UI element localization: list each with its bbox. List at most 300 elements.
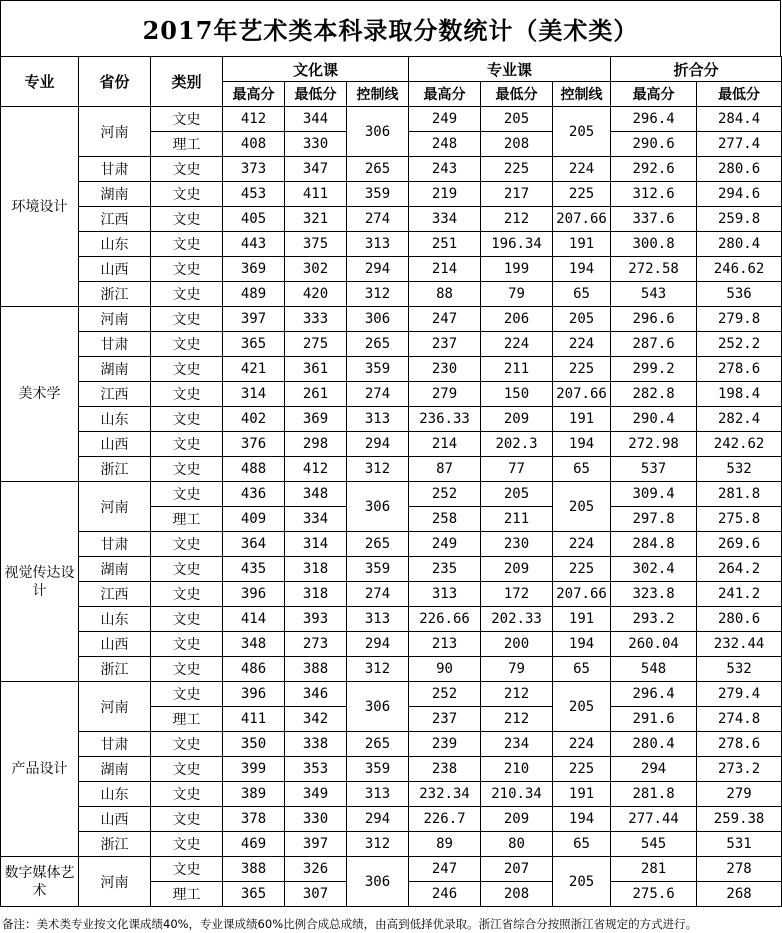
table-row bbox=[1, 657, 782, 682]
table-row bbox=[1, 732, 782, 757]
pro-max-cell: 88 bbox=[409, 282, 481, 307]
pro-min-cell: 210.34 bbox=[481, 782, 553, 807]
pro-min-cell: 80 bbox=[481, 832, 553, 857]
province-cell: 浙江 bbox=[79, 282, 151, 307]
culture-max-cell: 389 bbox=[223, 782, 285, 807]
major-name: 美术学 bbox=[1, 307, 79, 482]
culture-control-cell: 312 bbox=[347, 457, 409, 482]
table-row bbox=[1, 182, 782, 207]
category-cell: 文史 bbox=[151, 182, 223, 207]
composite-min-cell: 279 bbox=[697, 782, 782, 807]
culture-control-cell: 312 bbox=[347, 657, 409, 682]
category-cell: 文史 bbox=[151, 207, 223, 232]
pro-min-cell: 217 bbox=[481, 182, 553, 207]
composite-max-cell: 284.8 bbox=[611, 532, 697, 557]
table-row bbox=[1, 532, 782, 557]
composite-min-cell: 268 bbox=[697, 882, 782, 907]
table-row bbox=[1, 607, 782, 632]
culture-min-cell: 330 bbox=[285, 132, 347, 157]
header-culture-control: 控制线 bbox=[347, 82, 409, 107]
pro-control-cell: 225 bbox=[553, 182, 611, 207]
composite-max-cell: 323.8 bbox=[611, 582, 697, 607]
pro-min-cell: 202.3 bbox=[481, 432, 553, 457]
category-cell: 文史 bbox=[151, 457, 223, 482]
pro-max-cell: 248 bbox=[409, 132, 481, 157]
province-cell: 山东 bbox=[79, 782, 151, 807]
header-culture: 文化课 bbox=[223, 57, 409, 82]
table-header bbox=[1, 57, 782, 107]
culture-max-cell: 396 bbox=[223, 682, 285, 707]
pro-control-cell: 207.66 bbox=[553, 382, 611, 407]
composite-min-cell: 281.8 bbox=[697, 482, 782, 507]
header-category: 类别 bbox=[151, 57, 223, 107]
culture-control-cell: 274 bbox=[347, 382, 409, 407]
pro-min-cell: 79 bbox=[481, 282, 553, 307]
composite-max-cell: 282.8 bbox=[611, 382, 697, 407]
category-cell: 文史 bbox=[151, 757, 223, 782]
pro-control-cell: 205 bbox=[553, 482, 611, 532]
pro-min-cell: 211 bbox=[481, 507, 553, 532]
table-body bbox=[1, 107, 782, 907]
culture-min-cell: 326 bbox=[285, 857, 347, 882]
category-cell: 理工 bbox=[151, 882, 223, 907]
pro-control-cell: 224 bbox=[553, 732, 611, 757]
province-cell: 山东 bbox=[79, 607, 151, 632]
composite-min-cell: 242.62 bbox=[697, 432, 782, 457]
culture-min-cell: 302 bbox=[285, 257, 347, 282]
pro-max-cell: 258 bbox=[409, 507, 481, 532]
header-pro-min: 最低分 bbox=[481, 82, 553, 107]
header-pro-control: 控制线 bbox=[553, 82, 611, 107]
composite-max-cell: 294 bbox=[611, 757, 697, 782]
culture-min-cell: 412 bbox=[285, 457, 347, 482]
culture-min-cell: 393 bbox=[285, 607, 347, 632]
province-cell: 浙江 bbox=[79, 657, 151, 682]
culture-max-cell: 378 bbox=[223, 807, 285, 832]
composite-max-cell: 309.4 bbox=[611, 482, 697, 507]
culture-min-cell: 375 bbox=[285, 232, 347, 257]
culture-min-cell: 318 bbox=[285, 557, 347, 582]
composite-min-cell: 532 bbox=[697, 657, 782, 682]
culture-control-cell: 274 bbox=[347, 582, 409, 607]
culture-min-cell: 346 bbox=[285, 682, 347, 707]
category-cell: 文史 bbox=[151, 357, 223, 382]
composite-max-cell: 277.44 bbox=[611, 807, 697, 832]
composite-max-cell: 537 bbox=[611, 457, 697, 482]
pro-control-cell: 65 bbox=[553, 457, 611, 482]
composite-min-cell: 282.4 bbox=[697, 407, 782, 432]
pro-control-cell: 65 bbox=[553, 282, 611, 307]
composite-min-cell: 259.8 bbox=[697, 207, 782, 232]
category-cell: 文史 bbox=[151, 282, 223, 307]
table-row bbox=[1, 157, 782, 182]
category-cell: 文史 bbox=[151, 807, 223, 832]
culture-max-cell: 373 bbox=[223, 157, 285, 182]
culture-min-cell: 369 bbox=[285, 407, 347, 432]
pro-control-cell: 65 bbox=[553, 657, 611, 682]
pro-control-cell: 224 bbox=[553, 532, 611, 557]
culture-min-cell: 298 bbox=[285, 432, 347, 457]
pro-min-cell: 209 bbox=[481, 807, 553, 832]
pro-control-cell: 225 bbox=[553, 357, 611, 382]
province-cell: 浙江 bbox=[79, 457, 151, 482]
province-cell: 江西 bbox=[79, 207, 151, 232]
culture-max-cell: 436 bbox=[223, 482, 285, 507]
pro-min-cell: 205 bbox=[481, 482, 553, 507]
pro-control-cell: 194 bbox=[553, 632, 611, 657]
header-composite: 折合分 bbox=[611, 57, 782, 82]
province-cell: 河南 bbox=[79, 482, 151, 532]
pro-min-cell: 150 bbox=[481, 382, 553, 407]
composite-min-cell: 198.4 bbox=[697, 382, 782, 407]
table-row bbox=[1, 282, 782, 307]
composite-max-cell: 290.6 bbox=[611, 132, 697, 157]
header-composite-max: 最高分 bbox=[611, 82, 697, 107]
category-cell: 文史 bbox=[151, 232, 223, 257]
composite-min-cell: 279.8 bbox=[697, 307, 782, 332]
pro-max-cell: 89 bbox=[409, 832, 481, 857]
culture-max-cell: 486 bbox=[223, 657, 285, 682]
table-row bbox=[1, 832, 782, 857]
category-cell: 文史 bbox=[151, 607, 223, 632]
composite-max-cell: 297.8 bbox=[611, 507, 697, 532]
culture-control-cell: 312 bbox=[347, 832, 409, 857]
category-cell: 理工 bbox=[151, 132, 223, 157]
composite-max-cell: 548 bbox=[611, 657, 697, 682]
pro-min-cell: 172 bbox=[481, 582, 553, 607]
category-cell: 文史 bbox=[151, 157, 223, 182]
province-cell: 山西 bbox=[79, 432, 151, 457]
composite-max-cell: 290.4 bbox=[611, 407, 697, 432]
pro-max-cell: 219 bbox=[409, 182, 481, 207]
pro-min-cell: 209 bbox=[481, 557, 553, 582]
culture-min-cell: 388 bbox=[285, 657, 347, 682]
culture-control-cell: 274 bbox=[347, 207, 409, 232]
province-cell: 山西 bbox=[79, 807, 151, 832]
pro-min-cell: 196.34 bbox=[481, 232, 553, 257]
pro-max-cell: 235 bbox=[409, 557, 481, 582]
pro-control-cell: 224 bbox=[553, 157, 611, 182]
pro-min-cell: 208 bbox=[481, 132, 553, 157]
culture-min-cell: 420 bbox=[285, 282, 347, 307]
pro-min-cell: 230 bbox=[481, 532, 553, 557]
pro-max-cell: 247 bbox=[409, 857, 481, 882]
composite-min-cell: 280.4 bbox=[697, 232, 782, 257]
culture-max-cell: 488 bbox=[223, 457, 285, 482]
culture-max-cell: 414 bbox=[223, 607, 285, 632]
culture-max-cell: 399 bbox=[223, 757, 285, 782]
pro-control-cell: 205 bbox=[553, 107, 611, 157]
province-cell: 江西 bbox=[79, 382, 151, 407]
composite-min-cell: 284.4 bbox=[697, 107, 782, 132]
pro-max-cell: 232.34 bbox=[409, 782, 481, 807]
pro-min-cell: 77 bbox=[481, 457, 553, 482]
culture-max-cell: 469 bbox=[223, 832, 285, 857]
culture-min-cell: 397 bbox=[285, 832, 347, 857]
pro-min-cell: 206 bbox=[481, 307, 553, 332]
composite-max-cell: 545 bbox=[611, 832, 697, 857]
pro-control-cell: 191 bbox=[553, 232, 611, 257]
pro-min-cell: 225 bbox=[481, 157, 553, 182]
culture-min-cell: 275 bbox=[285, 332, 347, 357]
category-cell: 文史 bbox=[151, 532, 223, 557]
composite-max-cell: 291.6 bbox=[611, 707, 697, 732]
category-cell: 文史 bbox=[151, 407, 223, 432]
pro-min-cell: 208 bbox=[481, 882, 553, 907]
province-cell: 湖南 bbox=[79, 557, 151, 582]
composite-min-cell: 536 bbox=[697, 282, 782, 307]
culture-control-cell: 265 bbox=[347, 532, 409, 557]
category-cell: 文史 bbox=[151, 432, 223, 457]
culture-control-cell: 313 bbox=[347, 782, 409, 807]
composite-min-cell: 246.62 bbox=[697, 257, 782, 282]
culture-control-cell: 312 bbox=[347, 282, 409, 307]
culture-max-cell: 412 bbox=[223, 107, 285, 132]
culture-min-cell: 314 bbox=[285, 532, 347, 557]
pro-control-cell: 194 bbox=[553, 432, 611, 457]
category-cell: 文史 bbox=[151, 857, 223, 882]
pro-max-cell: 252 bbox=[409, 482, 481, 507]
composite-max-cell: 293.2 bbox=[611, 607, 697, 632]
culture-min-cell: 334 bbox=[285, 507, 347, 532]
pro-min-cell: 205 bbox=[481, 107, 553, 132]
composite-min-cell: 278 bbox=[697, 857, 782, 882]
culture-min-cell: 361 bbox=[285, 357, 347, 382]
composite-min-cell: 280.6 bbox=[697, 157, 782, 182]
province-cell: 山东 bbox=[79, 232, 151, 257]
culture-max-cell: 397 bbox=[223, 307, 285, 332]
composite-max-cell: 296.6 bbox=[611, 307, 697, 332]
province-cell: 山西 bbox=[79, 257, 151, 282]
pro-min-cell: 202.33 bbox=[481, 607, 553, 632]
pro-max-cell: 226.7 bbox=[409, 807, 481, 832]
pro-min-cell: 212 bbox=[481, 707, 553, 732]
category-cell: 文史 bbox=[151, 557, 223, 582]
composite-min-cell: 280.6 bbox=[697, 607, 782, 632]
culture-max-cell: 396 bbox=[223, 582, 285, 607]
province-cell: 湖南 bbox=[79, 357, 151, 382]
pro-max-cell: 252 bbox=[409, 682, 481, 707]
culture-max-cell: 453 bbox=[223, 182, 285, 207]
composite-min-cell: 259.38 bbox=[697, 807, 782, 832]
category-cell: 文史 bbox=[151, 307, 223, 332]
pro-control-cell: 205 bbox=[553, 307, 611, 332]
composite-min-cell: 294.6 bbox=[697, 182, 782, 207]
pro-control-cell: 225 bbox=[553, 757, 611, 782]
composite-max-cell: 272.98 bbox=[611, 432, 697, 457]
composite-max-cell: 299.2 bbox=[611, 357, 697, 382]
composite-min-cell: 241.2 bbox=[697, 582, 782, 607]
table-row bbox=[1, 307, 782, 332]
pro-min-cell: 79 bbox=[481, 657, 553, 682]
category-cell: 文史 bbox=[151, 382, 223, 407]
culture-control-cell: 359 bbox=[347, 182, 409, 207]
pro-min-cell: 209 bbox=[481, 407, 553, 432]
pro-max-cell: 230 bbox=[409, 357, 481, 382]
composite-min-cell: 232.44 bbox=[697, 632, 782, 657]
composite-min-cell: 279.4 bbox=[697, 682, 782, 707]
composite-min-cell: 273.2 bbox=[697, 757, 782, 782]
table-row bbox=[1, 782, 782, 807]
composite-min-cell: 252.2 bbox=[697, 332, 782, 357]
culture-max-cell: 443 bbox=[223, 232, 285, 257]
culture-min-cell: 411 bbox=[285, 182, 347, 207]
pro-max-cell: 87 bbox=[409, 457, 481, 482]
header-culture-min: 最低分 bbox=[285, 82, 347, 107]
score-table bbox=[0, 56, 782, 907]
composite-max-cell: 543 bbox=[611, 282, 697, 307]
pro-max-cell: 214 bbox=[409, 257, 481, 282]
province-cell: 河南 bbox=[79, 307, 151, 332]
culture-min-cell: 338 bbox=[285, 732, 347, 757]
culture-control-cell: 265 bbox=[347, 157, 409, 182]
province-cell: 河南 bbox=[79, 107, 151, 157]
pro-max-cell: 238 bbox=[409, 757, 481, 782]
composite-max-cell: 281 bbox=[611, 857, 697, 882]
culture-control-cell: 313 bbox=[347, 232, 409, 257]
pro-min-cell: 207 bbox=[481, 857, 553, 882]
culture-max-cell: 388 bbox=[223, 857, 285, 882]
culture-min-cell: 344 bbox=[285, 107, 347, 132]
pro-max-cell: 251 bbox=[409, 232, 481, 257]
culture-max-cell: 405 bbox=[223, 207, 285, 232]
category-cell: 文史 bbox=[151, 732, 223, 757]
culture-control-cell: 294 bbox=[347, 807, 409, 832]
composite-min-cell: 278.6 bbox=[697, 357, 782, 382]
composite-max-cell: 337.6 bbox=[611, 207, 697, 232]
culture-control-cell: 306 bbox=[347, 857, 409, 907]
table-row bbox=[1, 807, 782, 832]
culture-max-cell: 435 bbox=[223, 557, 285, 582]
composite-max-cell: 296.4 bbox=[611, 107, 697, 132]
table-row bbox=[1, 432, 782, 457]
culture-max-cell: 364 bbox=[223, 532, 285, 557]
composite-min-cell: 274.8 bbox=[697, 707, 782, 732]
pro-control-cell: 65 bbox=[553, 832, 611, 857]
pro-control-cell: 194 bbox=[553, 257, 611, 282]
province-cell: 湖南 bbox=[79, 182, 151, 207]
pro-min-cell: 212 bbox=[481, 682, 553, 707]
province-cell: 浙江 bbox=[79, 832, 151, 857]
culture-min-cell: 261 bbox=[285, 382, 347, 407]
pro-max-cell: 214 bbox=[409, 432, 481, 457]
header-pro-max: 最高分 bbox=[409, 82, 481, 107]
header-major: 专业 bbox=[1, 57, 79, 107]
category-cell: 文史 bbox=[151, 657, 223, 682]
culture-control-cell: 359 bbox=[347, 357, 409, 382]
culture-control-cell: 294 bbox=[347, 257, 409, 282]
culture-min-cell: 321 bbox=[285, 207, 347, 232]
pro-max-cell: 237 bbox=[409, 332, 481, 357]
pro-max-cell: 236.33 bbox=[409, 407, 481, 432]
pro-min-cell: 210 bbox=[481, 757, 553, 782]
composite-max-cell: 312.6 bbox=[611, 182, 697, 207]
province-cell: 河南 bbox=[79, 682, 151, 732]
culture-control-cell: 265 bbox=[347, 732, 409, 757]
category-cell: 文史 bbox=[151, 682, 223, 707]
category-cell: 文史 bbox=[151, 782, 223, 807]
culture-max-cell: 411 bbox=[223, 707, 285, 732]
table-row bbox=[1, 332, 782, 357]
composite-max-cell: 275.6 bbox=[611, 882, 697, 907]
culture-control-cell: 265 bbox=[347, 332, 409, 357]
culture-max-cell: 350 bbox=[223, 732, 285, 757]
pro-max-cell: 249 bbox=[409, 107, 481, 132]
culture-control-cell: 294 bbox=[347, 632, 409, 657]
pro-max-cell: 334 bbox=[409, 207, 481, 232]
pro-max-cell: 247 bbox=[409, 307, 481, 332]
province-cell: 甘肃 bbox=[79, 332, 151, 357]
composite-max-cell: 287.6 bbox=[611, 332, 697, 357]
composite-max-cell: 300.8 bbox=[611, 232, 697, 257]
composite-min-cell: 275.8 bbox=[697, 507, 782, 532]
culture-max-cell: 348 bbox=[223, 632, 285, 657]
header-composite-min: 最低分 bbox=[697, 82, 782, 107]
culture-min-cell: 318 bbox=[285, 582, 347, 607]
table-row bbox=[1, 457, 782, 482]
category-cell: 文史 bbox=[151, 257, 223, 282]
pro-max-cell: 246 bbox=[409, 882, 481, 907]
pro-control-cell: 207.66 bbox=[553, 207, 611, 232]
pro-max-cell: 313 bbox=[409, 582, 481, 607]
category-cell: 文史 bbox=[151, 582, 223, 607]
culture-control-cell: 306 bbox=[347, 682, 409, 732]
category-cell: 理工 bbox=[151, 507, 223, 532]
culture-control-cell: 359 bbox=[347, 557, 409, 582]
province-cell: 甘肃 bbox=[79, 157, 151, 182]
pro-control-cell: 225 bbox=[553, 557, 611, 582]
major-name: 视觉传达设计 bbox=[1, 482, 79, 682]
composite-min-cell: 531 bbox=[697, 832, 782, 857]
culture-max-cell: 365 bbox=[223, 332, 285, 357]
culture-min-cell: 348 bbox=[285, 482, 347, 507]
pro-min-cell: 234 bbox=[481, 732, 553, 757]
province-cell: 甘肃 bbox=[79, 732, 151, 757]
culture-max-cell: 489 bbox=[223, 282, 285, 307]
major-name: 环境设计 bbox=[1, 107, 79, 307]
table-row bbox=[1, 482, 782, 507]
culture-min-cell: 273 bbox=[285, 632, 347, 657]
pro-min-cell: 211 bbox=[481, 357, 553, 382]
category-cell: 文史 bbox=[151, 832, 223, 857]
composite-max-cell: 302.4 bbox=[611, 557, 697, 582]
composite-max-cell: 281.8 bbox=[611, 782, 697, 807]
culture-control-cell: 313 bbox=[347, 607, 409, 632]
table-row bbox=[1, 682, 782, 707]
pro-min-cell: 199 bbox=[481, 257, 553, 282]
table-row bbox=[1, 382, 782, 407]
pro-max-cell: 249 bbox=[409, 532, 481, 557]
header-professional: 专业课 bbox=[409, 57, 611, 82]
page-title: 2017年艺术类本科录取分数统计（美术类） bbox=[0, 0, 781, 57]
pro-control-cell: 191 bbox=[553, 782, 611, 807]
culture-control-cell: 359 bbox=[347, 757, 409, 782]
pro-min-cell: 200 bbox=[481, 632, 553, 657]
pro-control-cell: 191 bbox=[553, 407, 611, 432]
province-cell: 江西 bbox=[79, 582, 151, 607]
pro-min-cell: 224 bbox=[481, 332, 553, 357]
pro-control-cell: 207.66 bbox=[553, 582, 611, 607]
composite-max-cell: 296.4 bbox=[611, 682, 697, 707]
category-cell: 文史 bbox=[151, 332, 223, 357]
pro-control-cell: 191 bbox=[553, 607, 611, 632]
culture-min-cell: 330 bbox=[285, 807, 347, 832]
table-row bbox=[1, 232, 782, 257]
culture-min-cell: 333 bbox=[285, 307, 347, 332]
major-name: 数字媒体艺术 bbox=[1, 857, 79, 907]
culture-max-cell: 402 bbox=[223, 407, 285, 432]
composite-max-cell: 260.04 bbox=[611, 632, 697, 657]
